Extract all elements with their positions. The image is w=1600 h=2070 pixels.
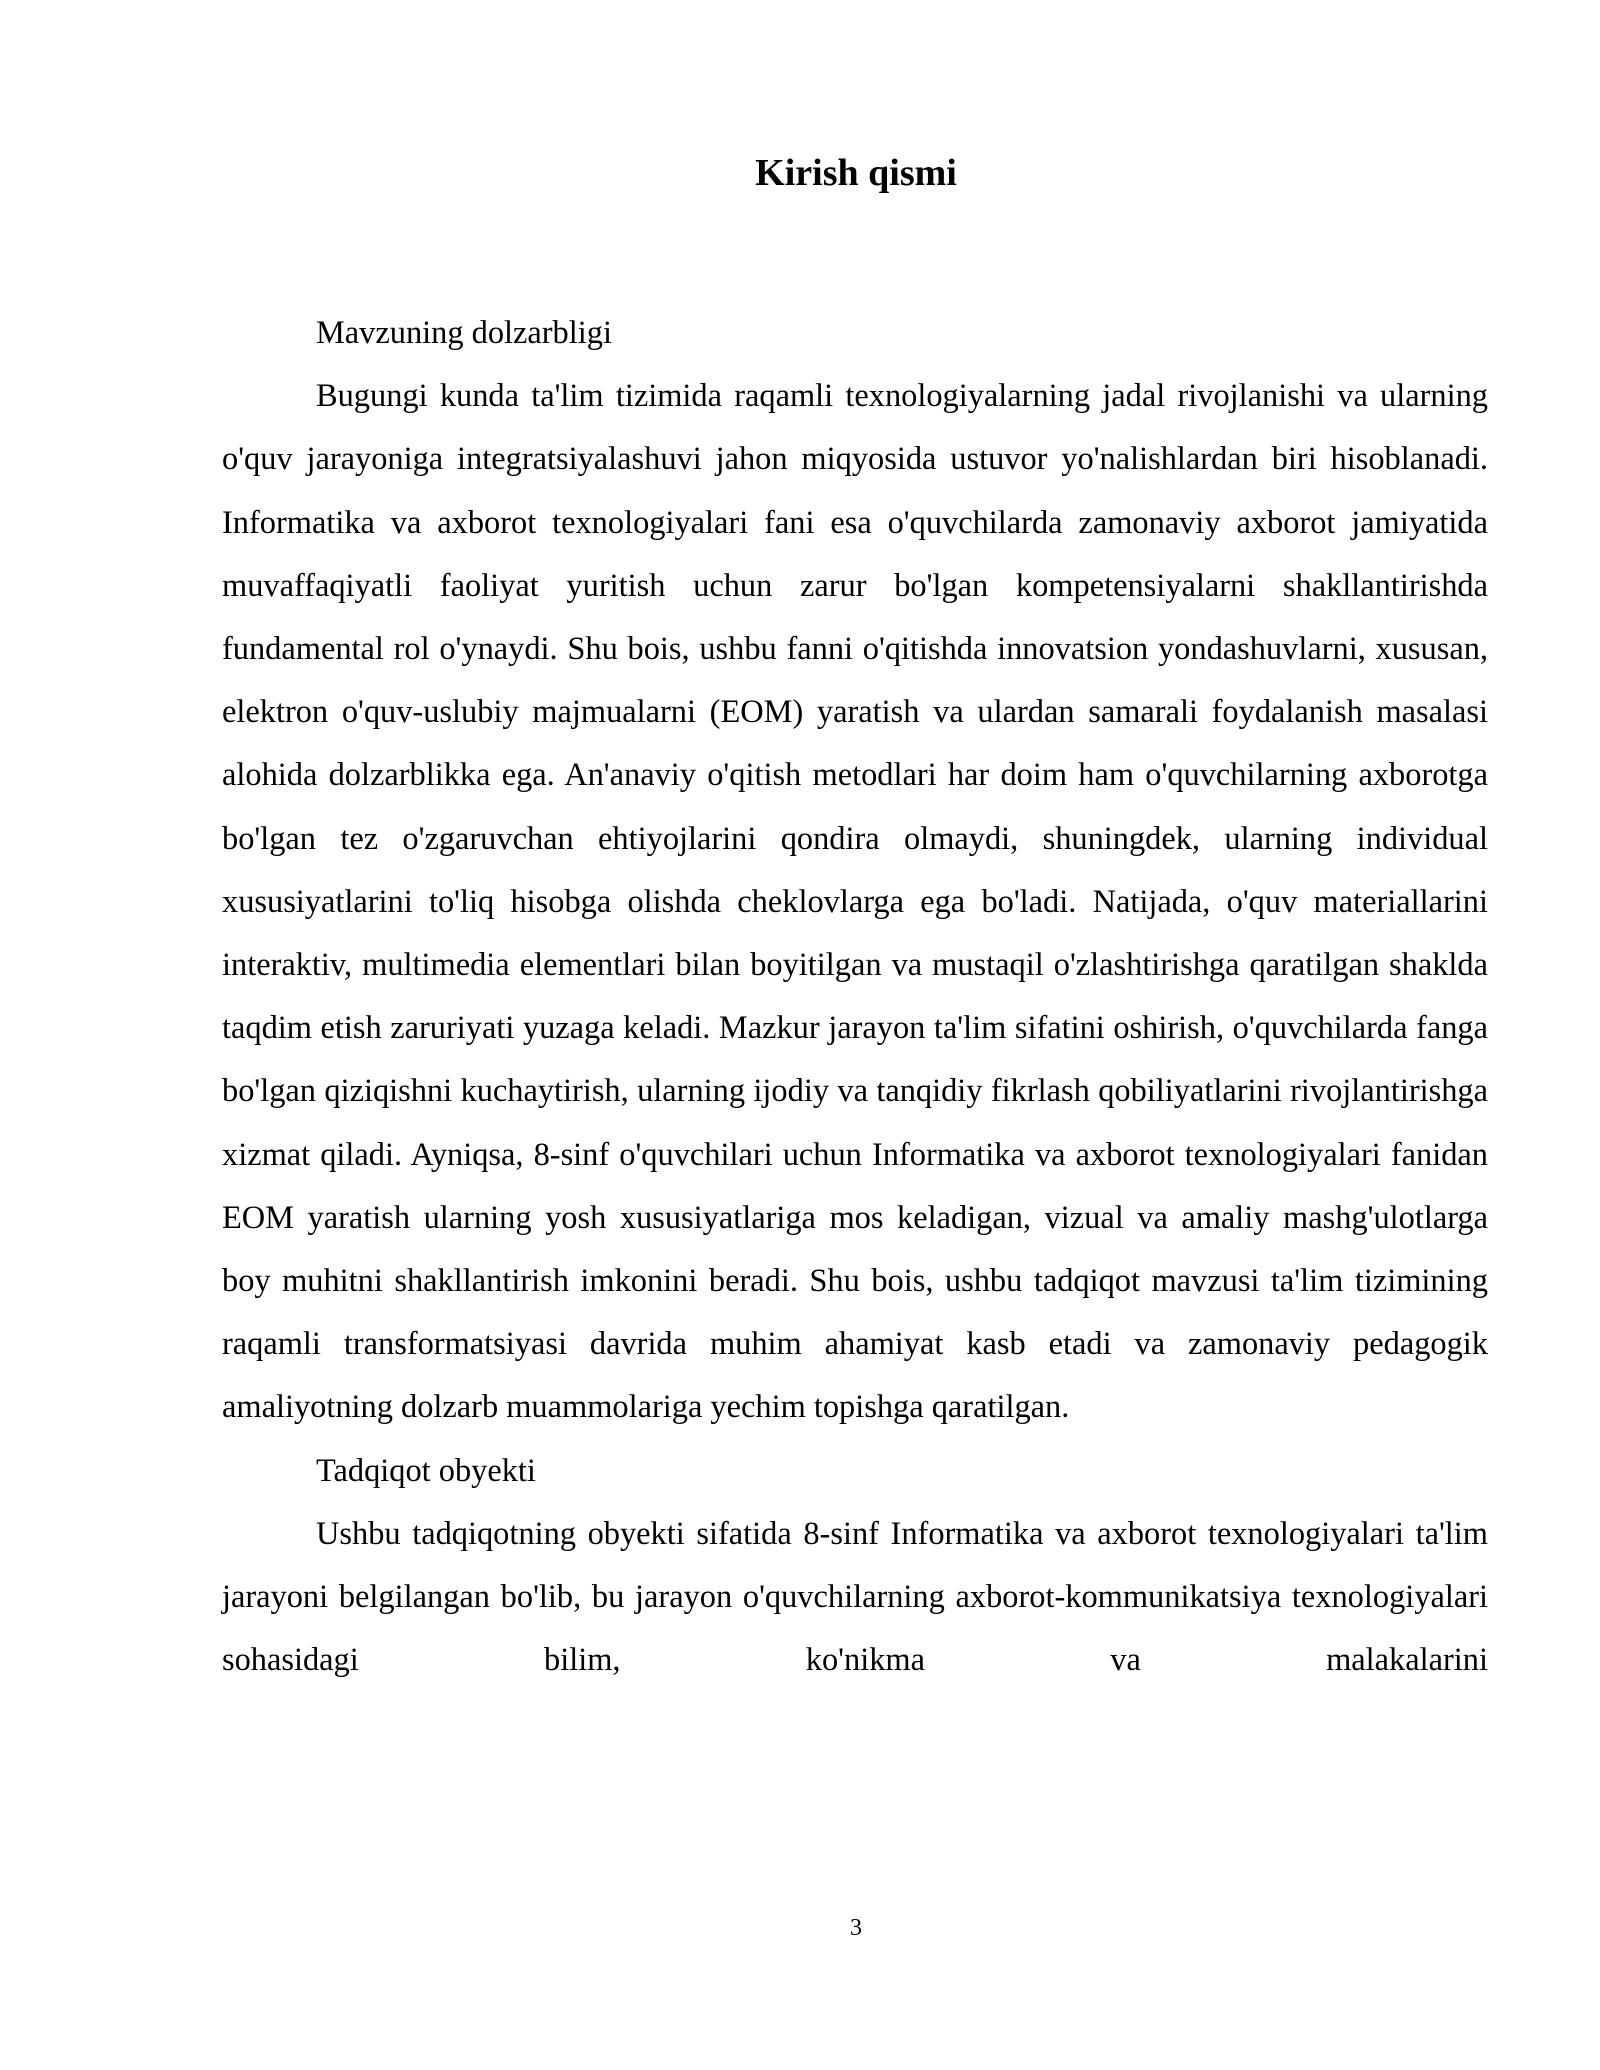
section-paragraph-relevance: Bugungi kunda ta'lim tizimida raqamli texnologiyalarning jadal rivojlanishi va ularning o'quv jarayoniga integratsiyalashuvi jahon miqyosida ustuvor yo'nalishlardan biri hisoblanadi. Informatika va axborot texnologiyalari fani esa o'quvchilarda zamonaviy axborot jamiyatida muvaffaqiyatli faoliyat yuritish uchun zarur bo'lgan kompetensiyalarni shakllantirishda fundamental rol o'ynaydi. Shu bois, ushbu fanni o'qitishda innovatsion yondashuvlarni, xususan, elektron o'quv-uslubiy majmualarni (EOM) yaratish va ulardan samarali foydalanish masalasi alohida dolzarblikka ega. An'anaviy o'qitish metodlari har doim ham o'quvchilarning axborotga bo'lgan tez o'zgaruvchan ehtiyojlarini qondira olmaydi, shuningdek, ularning individual xususiyatlarini to'liq hisobga olishda cheklovlarga ega bo'ladi. Natijada, o'quv materiallarini interaktiv, multimedia elementlari bilan boyitilgan va mustaqil o'zlashtirishga qaratilgan shaklda taqdim etish zaruriyati yuzaga keladi. Mazkur jarayon ta'lim sifatini oshirish, o'quvchilarda fanga bo'lgan qiziqishni kuchaytirish, ularning ijodiy va tanqidiy fikrlash qobiliyatlarini rivojlantirishga xizmat qiladi. Ayniqsa, 8-sinf o'quvchilari uchun Informatika va axborot texnologiyalari fanidan EOM yaratish ularning yosh xususiyatlariga mos keladigan, vizual va amaliy mashg'ulotlarga boy muhitni shakllantirish imkonini beradi. Shu bois, ushbu tadqiqot mavzusi ta'lim tizimining raqamli transformatsiyasi davrida muhim ahamiyat kasb etadi va zamonaviy pedagogik amaliyotning dolzarb muammolariga yechim topishga qaratilgan. [222,378,1488,1426]
document-body [222,302,1488,1692]
section-heading-research-object: Tadqiqot obyekti [316,1452,536,1489]
page-number: 3 [850,1915,862,1941]
section-paragraph-research-object: Ushbu tadqiqotning obyekti sifatida 8-sinf Informatika va axborot texnologiyalari ta'lim jarayoni belgilangan bo'lib, bu jarayon o'quvchilarning axborot-kommunikatsiya texnologiyalari sohasidagi bilim, ko'nikma va malakalarini [222,1515,1488,1679]
page-title: Kirish qismi [755,152,957,194]
section-heading-relevance: Mavzuning dolzarbligi [316,315,612,351]
